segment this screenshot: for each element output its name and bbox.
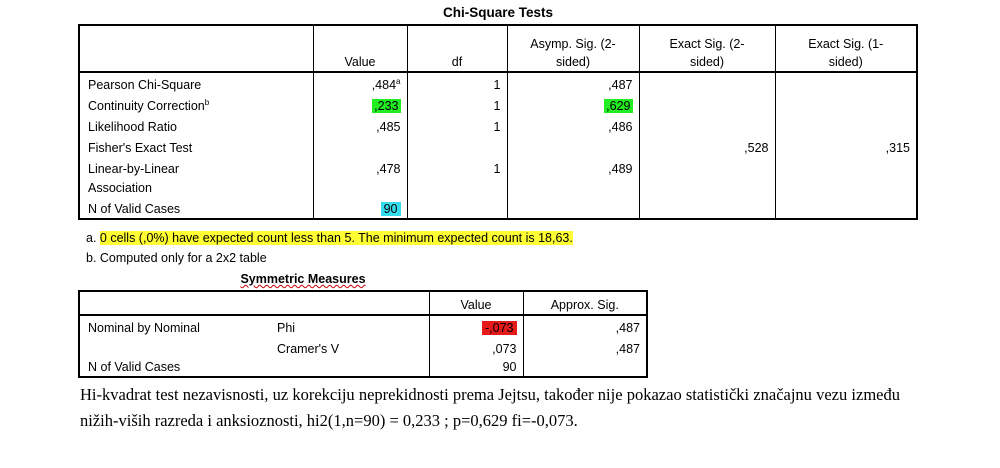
row-label: Continuity Correction$^b$	[79, 94, 313, 115]
value-cell: 90	[429, 358, 523, 377]
row-label: Cramer's V	[277, 342, 340, 356]
row-label: Fisher's Exact Test	[79, 136, 313, 157]
chi-square-table	[78, 24, 918, 220]
header-exact-sig-1: Exact Sig. (1- sided)	[775, 25, 917, 72]
highlighted-value: ,629	[606, 99, 631, 113]
table-row	[79, 315, 647, 337]
header-value: Value	[313, 25, 407, 72]
highlighted-footnote: 0 cells (,0%) have expected count less than 5. The minimum expected count is 18,63.	[99, 231, 573, 245]
value-cell	[313, 94, 407, 115]
value-cell	[429, 315, 523, 337]
df-cell: 1	[407, 115, 507, 136]
table-row	[79, 157, 917, 178]
table-row	[79, 358, 647, 377]
highlighted-value: ,233	[374, 99, 399, 113]
header-asymp-sig: Asymp. Sig. (2- sided)	[507, 25, 639, 72]
asymp-cell: ,486	[507, 115, 639, 136]
footnote-b: b. Computed only for a 2x2 table	[86, 251, 267, 265]
exact2-cell	[639, 157, 775, 178]
df-cell: 1	[407, 72, 507, 94]
table-row	[79, 94, 917, 115]
exact1-cell	[775, 94, 917, 115]
df-cell: 1	[407, 94, 507, 115]
df-cell	[407, 136, 507, 157]
symmetric-measures-table	[78, 290, 648, 378]
value-cell	[313, 197, 407, 219]
df-cell: 1	[407, 157, 507, 178]
row-label: Phi	[277, 321, 296, 335]
corner-cell	[79, 291, 429, 315]
row-label: Pearson Chi-Square	[79, 72, 313, 94]
exact1-cell	[775, 115, 917, 136]
exact2-cell: ,528	[639, 136, 775, 157]
table-row	[79, 115, 917, 136]
exact2-cell	[639, 72, 775, 94]
group-label: Nominal by Nominal	[79, 315, 269, 337]
approx-cell: ,487	[523, 315, 647, 337]
exact1-cell	[775, 157, 917, 178]
table-header-row	[79, 25, 917, 72]
asymp-cell	[507, 136, 639, 157]
value-cell: ,484$^a$	[313, 72, 407, 94]
header-approx-sig: Approx. Sig.	[523, 291, 647, 315]
table-row	[79, 178, 917, 197]
approx-cell: ,487	[523, 337, 647, 358]
table-row	[79, 72, 917, 94]
value-cell	[313, 136, 407, 157]
exact1-cell	[775, 72, 917, 94]
row-label: Likelihood Ratio	[79, 115, 313, 136]
highlighted-value: 90	[381, 202, 401, 216]
exact1-cell: ,315	[775, 136, 917, 157]
value-cell: ,485	[313, 115, 407, 136]
row-label: N of Valid Cases	[79, 197, 313, 219]
row-label-continued: Association	[79, 178, 313, 197]
row-label: N of Valid Cases	[79, 358, 269, 377]
value-cell: ,478	[313, 157, 407, 178]
value-cell: ,073	[429, 337, 523, 358]
highlighted-value: -,073	[482, 321, 517, 335]
chi-square-title: Chi-Square Tests	[442, 5, 554, 20]
asymp-cell	[507, 94, 639, 115]
header-value: Value	[429, 291, 523, 315]
header-exact-sig-2: Exact Sig. (2- sided)	[639, 25, 775, 72]
table-row	[79, 136, 917, 157]
asymp-cell: ,487	[507, 72, 639, 94]
footnote-a: a. 0 cells (,0%) have expected count less than 5. The minimum expected count is 18,63.	[86, 231, 573, 245]
row-label: Linear-by-Linear	[79, 157, 313, 178]
table-row	[79, 337, 647, 358]
asymp-cell: ,489	[507, 157, 639, 178]
exact2-cell	[639, 94, 775, 115]
result-paragraph: Hi-kvadrat test nezavisnosti, uz korekciju neprekidnosti prema Jejtsu, također nije pokazao statistički značajnu vezu između nižih-viših razreda i anksioznosti, hi2(1,n=90) = 0,233 ; p=0,629 fi=-0,073.	[80, 385, 900, 430]
table-row	[79, 197, 917, 219]
symmetric-measures-title: Symmetric Measures	[240, 272, 366, 286]
header-df: df	[407, 25, 507, 72]
corner-cell	[79, 25, 313, 72]
exact2-cell	[639, 115, 775, 136]
table-header-row	[79, 291, 647, 315]
